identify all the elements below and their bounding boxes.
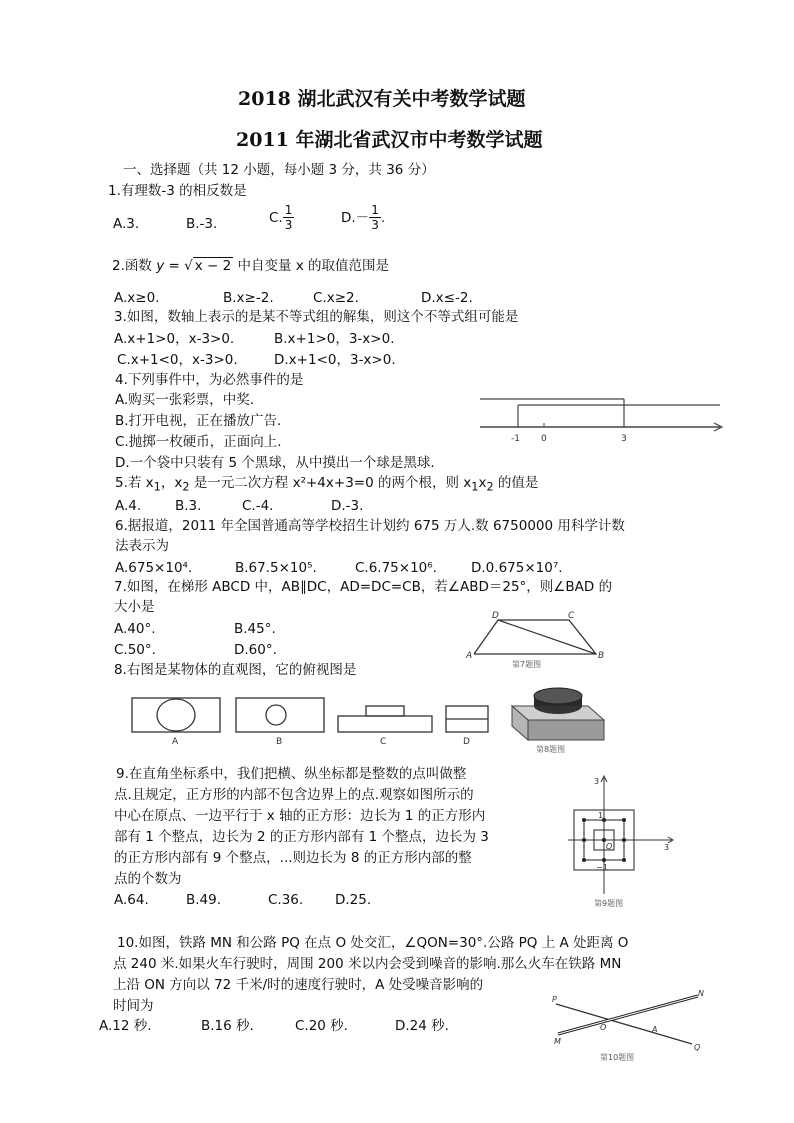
q2-option-d: D.x≤-2.: [421, 290, 473, 306]
q6-line2: 法表示为: [115, 538, 169, 554]
label-m: M: [554, 1037, 561, 1046]
fig8-caption: 第8题图: [536, 745, 566, 754]
q8-option-a: A: [172, 737, 179, 747]
q9-line1: 9.在直角坐标系中，我们把横、纵坐标都是整数的点叫做整: [116, 766, 467, 782]
fig10-caption: 第10题图: [600, 1053, 635, 1062]
q6-option-c: C.6.75×10⁶.: [355, 560, 437, 576]
q6-option-a: A.675×10⁴.: [115, 560, 193, 576]
q10-option-a: A.12 秒.: [99, 1018, 152, 1034]
q10-crossing-figure: [548, 988, 708, 1064]
q1-option-a: A.3.: [113, 216, 140, 232]
y-label-3: 3: [594, 777, 600, 786]
q1-c-fraction: [283, 203, 295, 232]
label-n: N: [698, 989, 704, 998]
q6-line1: 6.据报道，2011 年全国普通高等学校招生计划约 675 万人.数 6750000 用科学计数: [115, 518, 625, 534]
q7-option-c: C.50°.: [114, 642, 156, 658]
q9-option-c: C.36.: [268, 892, 304, 908]
q10-option-c: C.20 秒.: [295, 1018, 348, 1034]
q4-stem: 4.下列事件中，为必然事件的是: [115, 372, 304, 388]
q1-d-label: D.－: [341, 209, 370, 226]
origin-label: O: [606, 842, 613, 851]
q2-pre: 2.函数: [112, 258, 152, 274]
q6-option-b: B.67.5×10⁵.: [235, 560, 317, 576]
q9-option-a: A.64.: [114, 892, 149, 908]
tick-label-neg1: -1: [511, 434, 520, 444]
q5-option-c: C.-4.: [242, 498, 274, 514]
q5-mid: ，x: [160, 475, 183, 491]
q10-option-d: D.24 秒.: [395, 1018, 449, 1034]
tick-label-0: 0: [541, 434, 547, 444]
q3-option-b: B.x+1>0，3-x>0.: [274, 331, 395, 347]
q9-option-b: B.49.: [186, 892, 222, 908]
q9-line5: 的正方形内部有 9 个整点，...则边长为 8 的正方形内部的整: [114, 850, 472, 866]
numerator: 1: [371, 203, 379, 217]
numerator: 1: [284, 203, 293, 217]
fig9-caption: 第9题图: [594, 899, 624, 908]
q2-option-b: B.x≥-2.: [223, 290, 274, 306]
q5-sub: 1: [153, 480, 161, 494]
q3-option-d: D.x+1<0，3-x>0.: [274, 352, 396, 368]
q7-line2: 大小是: [114, 599, 155, 615]
q7-option-a: A.40°.: [114, 621, 156, 637]
q5-post: 的值是: [493, 475, 539, 491]
denominator: 3: [284, 218, 293, 232]
label-q: Q: [694, 1043, 701, 1052]
q3-stem: 3.如图，数轴上表示的是某不等式组的解集，则这个不等式组可能是: [114, 309, 519, 325]
label-p: P: [552, 995, 557, 1004]
vertex-a: A: [466, 651, 473, 661]
q8-option-d: D: [463, 737, 470, 747]
q8-stem: 8.右图是某物体的直观图，它的俯视图是: [114, 662, 357, 678]
q7-option-d: D.60°.: [234, 642, 277, 658]
q1-d-period: .: [380, 209, 386, 226]
q9-grid-figure: [560, 770, 690, 910]
q10-option-b: B.16 秒.: [201, 1018, 254, 1034]
q9-line2: 点.且规定，正方形的内部不包含边界上的点.观察如图所示的: [114, 787, 474, 803]
y-label-1: 1: [598, 811, 604, 820]
q1-d-fraction: [369, 203, 381, 232]
x-label-3: 3: [664, 843, 670, 852]
vertex-c: C: [568, 611, 575, 621]
q3-option-c: C.x+1<0，x-3>0.: [117, 352, 238, 368]
q5-stem: [115, 473, 538, 498]
q4-option-a: A.购买一张彩票，中奖.: [115, 392, 255, 408]
q8-option-c: C: [380, 737, 387, 747]
q9-line4: 部有 1 个整点，边长为 2 的正方形内部有 1 个整点，边长为 3: [114, 829, 489, 845]
fig7-caption: 第7题图: [512, 660, 542, 669]
q10-line1: 10.如图，铁路 MN 和公路 PQ 在点 O 处交汇，∠QON=30°.公路 PQ 上 A 处距离 O: [117, 935, 629, 951]
q5-sub: 2: [486, 480, 494, 494]
q2-post: 中自变量 x 的取值范围是: [237, 258, 390, 274]
q2-y: y: [156, 258, 165, 274]
q4-option-c: C.抛掷一枚硬币，正面向上.: [115, 434, 282, 450]
q3-number-line-figure: [478, 395, 728, 450]
q10-line4: 时间为: [113, 998, 154, 1014]
q5-option-a: A.4.: [115, 498, 142, 514]
q1-option-d: [341, 203, 385, 232]
q6-option-d: D.0.675×10⁷.: [471, 560, 563, 576]
q10-line3: 上沿 ON 方向以 72 千米/时的速度行驶时，A 处受噪音影响的: [113, 977, 484, 993]
denominator: 3: [371, 218, 379, 232]
q5-mid2: 是一元二次方程 x²+4x+3=0 的两个根，则 x: [189, 475, 472, 491]
q1-c-label: C.: [269, 209, 283, 226]
q5-option-b: B.3.: [175, 498, 202, 514]
page-title: 2018 湖北武汉有关中考数学试题: [238, 88, 526, 110]
tick-label-3: 3: [621, 434, 627, 444]
label-o: O: [600, 1023, 607, 1032]
q1-stem: 1.有理数-3 的相反数是: [108, 183, 247, 199]
vertex-b: B: [598, 651, 604, 661]
q9-line3: 中心在原点、一边平行于 x 轴的正方形：边长为 1 的正方形内: [114, 808, 486, 824]
q5-sub: 2: [182, 480, 190, 494]
q7-line1: 7.如图，在梯形 ABCD 中，AB∥DC，AD=DC=CB，若∠ABD＝25°，则∠BAD 的: [114, 579, 613, 595]
vertex-d: D: [492, 611, 499, 621]
q5-mid3: x: [478, 475, 487, 491]
q4-option-b: B.打开电视，正在播放广告.: [115, 413, 282, 429]
q5-sub: 1: [471, 480, 479, 494]
q9-option-d: D.25.: [335, 892, 372, 908]
q7-option-b: B.45°.: [234, 621, 276, 637]
q9-line6: 点的个数为: [114, 871, 182, 887]
q1-option-c: [269, 203, 294, 232]
q8-options-figure: [128, 686, 608, 756]
q7-trapezoid-figure: [464, 610, 604, 670]
q2-option-a: A.x≥0.: [114, 290, 160, 306]
q10-line2: 点 240 米.如果火车行驶时，周围 200 米以内会受到噪音的影响.那么火车在铁路 MN: [113, 956, 622, 972]
label-a: A: [652, 1025, 658, 1034]
q8-option-b: B: [276, 737, 283, 747]
q1-option-b: B.-3.: [186, 216, 218, 232]
q3-option-a: A.x+1>0，x-3>0.: [114, 331, 235, 347]
q2-option-c: C.x≥2.: [313, 290, 359, 306]
q5-pre: 5.若 x: [115, 475, 154, 491]
q2-stem: 2.函数 y = √ x − 2 中自变量 x 的取值范围是: [112, 258, 390, 274]
exam-title: 2011 年湖北省武汉市中考数学试题: [236, 129, 543, 151]
section-heading: 一、选择题（共 12 小题，每小题 3 分，共 36 分）: [123, 162, 435, 178]
q2-eq: =: [164, 258, 185, 274]
y-label-neg1: −1: [596, 863, 608, 872]
q2-radicand: x − 2: [194, 258, 232, 274]
q4-option-d: D.一个袋中只装有 5 个黑球，从中摸出一个球是黑球.: [115, 455, 435, 471]
q5-option-d: D.-3.: [331, 498, 364, 514]
